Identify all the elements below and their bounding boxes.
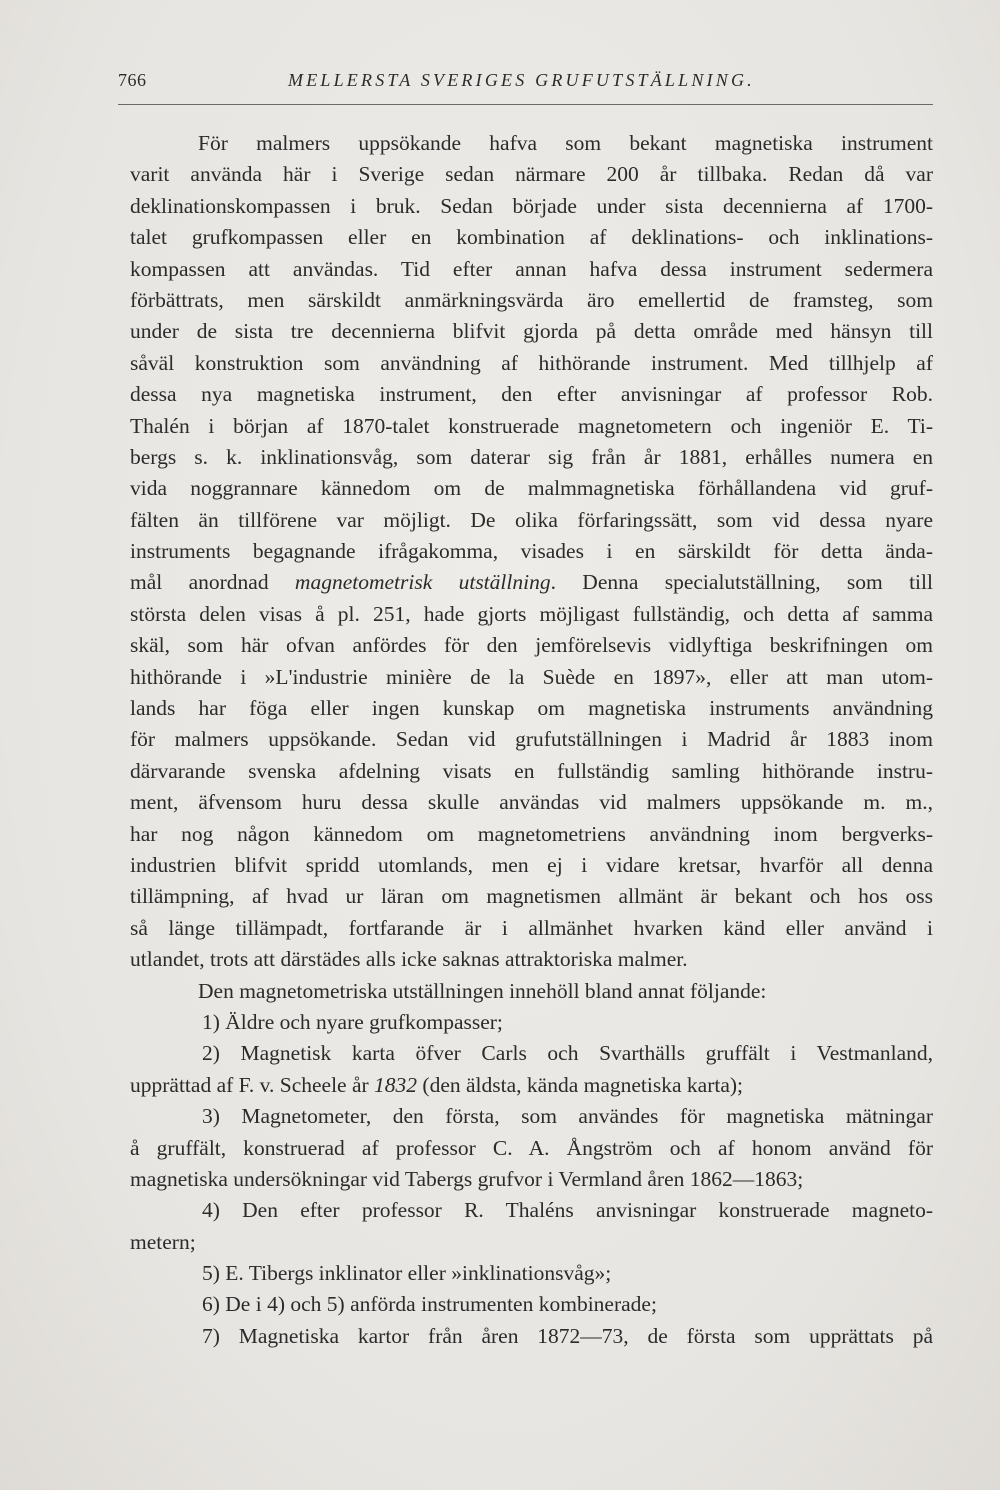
text-line: metern; bbox=[130, 1229, 196, 1254]
text-line: vida noggrannare kännedom om de malmmagnetiska förhållandena vid gruf- bbox=[130, 476, 933, 501]
italic-term: magnetometrisk utställning bbox=[294, 570, 551, 595]
text-line: lands har föga eller ingen kunskap om magnetiska instruments användning bbox=[130, 696, 933, 721]
list-item: 3) Magnetometer, den första, som användes för magnetiska mätningar bbox=[202, 1104, 933, 1129]
text-line: instruments begagnande ifrågakomma, visades i en särskildt för detta ända- bbox=[130, 539, 933, 564]
text-line: talet grufkompassen eller en kombination af deklinations- och inklinations- bbox=[130, 225, 933, 250]
italic-year: 1832 bbox=[374, 1072, 418, 1097]
text-line: så länge tillämpadt, fortfarande är i allmänhet hvarken känd eller använd i bbox=[130, 915, 933, 940]
text-line: för malmers uppsökande. Sedan vid grufutställningen i Madrid år 1883 inom bbox=[130, 727, 933, 752]
text-fragment: (den äldsta, kända magnetiska karta); bbox=[422, 1072, 744, 1097]
text-line: förbättrats, men särskildt anmärkningsvärda äro emellertid de framsteg, som bbox=[130, 287, 933, 312]
text-line: magnetiska undersökningar vid Tabergs grufvor i Vermland åren 1862—1863; bbox=[130, 1166, 804, 1191]
text-fragment: upprättad af F. v. Scheele år bbox=[130, 1072, 369, 1097]
text-line: varit använda här i Sverige sedan närmare 200 år tillbaka. Redan då var bbox=[130, 162, 933, 187]
text-line: därvarande svenska afdelning visats en fullständig samling hithörande instru- bbox=[130, 758, 933, 783]
text-line: Den magnetometriska utställningen innehöll bland annat följande: bbox=[198, 978, 767, 1003]
header-rule bbox=[118, 104, 933, 105]
text-line: under de sista tre decennierna blifvit gjorda på detta område med hänsyn till bbox=[130, 319, 933, 344]
text-fragment: mål anordnad bbox=[130, 570, 269, 595]
list-item: 4) Den efter professor R. Thaléns anvisningar konstruerade magneto- bbox=[202, 1198, 933, 1223]
running-title: MELLERSTA SVERIGES GRUFUTSTÄLLNING. bbox=[288, 70, 755, 90]
text-line: hithörande i »L'industrie minière de la Suède en 1897», eller att man utom- bbox=[130, 664, 933, 689]
text-line: fälten än tillförene var möjligt. De olika förfaringssätt, som vid dessa nyare bbox=[130, 507, 933, 532]
text-line: Thalén i början af 1870-talet konstruerade magnetometern och ingeniör E. Ti- bbox=[130, 413, 933, 438]
text-line: deklinationskompassen i bruk. Sedan började under sista decennierna af 1700- bbox=[130, 193, 933, 218]
text-line: skäl, som här ofvan anfördes för den jemförelsevis vidlyftiga beskrifningen om bbox=[130, 633, 933, 658]
body-text bbox=[130, 128, 933, 1352]
text-line: utlandet, trots att därstädes alls icke saknas attraktoriska malmer. bbox=[130, 947, 688, 972]
text-line: För malmers uppsökande hafva som bekant magnetiska instrument bbox=[198, 131, 933, 155]
page-number: 766 bbox=[118, 70, 147, 90]
list-item: 7) Magnetiska kartor från åren 1872—73, de första som upprättats på bbox=[202, 1323, 933, 1348]
list-item: 5) E. Tibergs inklinator eller »inklinationsvåg»; bbox=[202, 1261, 612, 1286]
text-line: ment, äfvensom huru dessa skulle användas vid malmers uppsökande m. m., bbox=[130, 790, 933, 815]
text-line: å gruffält, konstruerad af professor C. A. Ångström och af honom använd för bbox=[130, 1135, 933, 1160]
list-item-continued bbox=[130, 1070, 933, 1101]
list-item: 2) Magnetisk karta öfver Carls och Svarthälls gruffält i Vestmanland, bbox=[202, 1041, 933, 1066]
text-line: dessa nya magnetiska instrument, den efter anvisningar af professor Rob. bbox=[130, 382, 933, 407]
text-line: bergs s. k. inklinationsvåg, som daterar sig från år 1881, erhålles numera en bbox=[130, 444, 933, 469]
text-line-mixed bbox=[130, 567, 933, 598]
text-line: har nog någon kännedom om magnetometriens användning inom bergverks- bbox=[130, 821, 933, 846]
list-item: 6) De i 4) och 5) anförda instrumenten kombinerade; bbox=[202, 1292, 657, 1317]
text-line: största delen visas å pl. 251, hade gjorts möjligast fullständig, och detta af samma bbox=[130, 601, 933, 626]
page-header bbox=[118, 70, 933, 100]
text-fragment: . Denna specialutställning, som till bbox=[550, 570, 933, 595]
list-item: 1) Äldre och nyare grufkompasser; bbox=[202, 1009, 503, 1034]
text-line: tillämpning, af hvad ur läran om magnetismen allmänt är bekant och hos oss bbox=[130, 884, 933, 909]
text-line: kompassen att användas. Tid efter annan hafva dessa instrument sedermera bbox=[130, 256, 933, 281]
text-line: såväl konstruktion som användning af hithörande instrument. Med tillhjelp af bbox=[130, 350, 933, 375]
text-line: industrien blifvit spridd utomlands, men ej i vidare kretsar, hvarför all denna bbox=[130, 852, 933, 877]
